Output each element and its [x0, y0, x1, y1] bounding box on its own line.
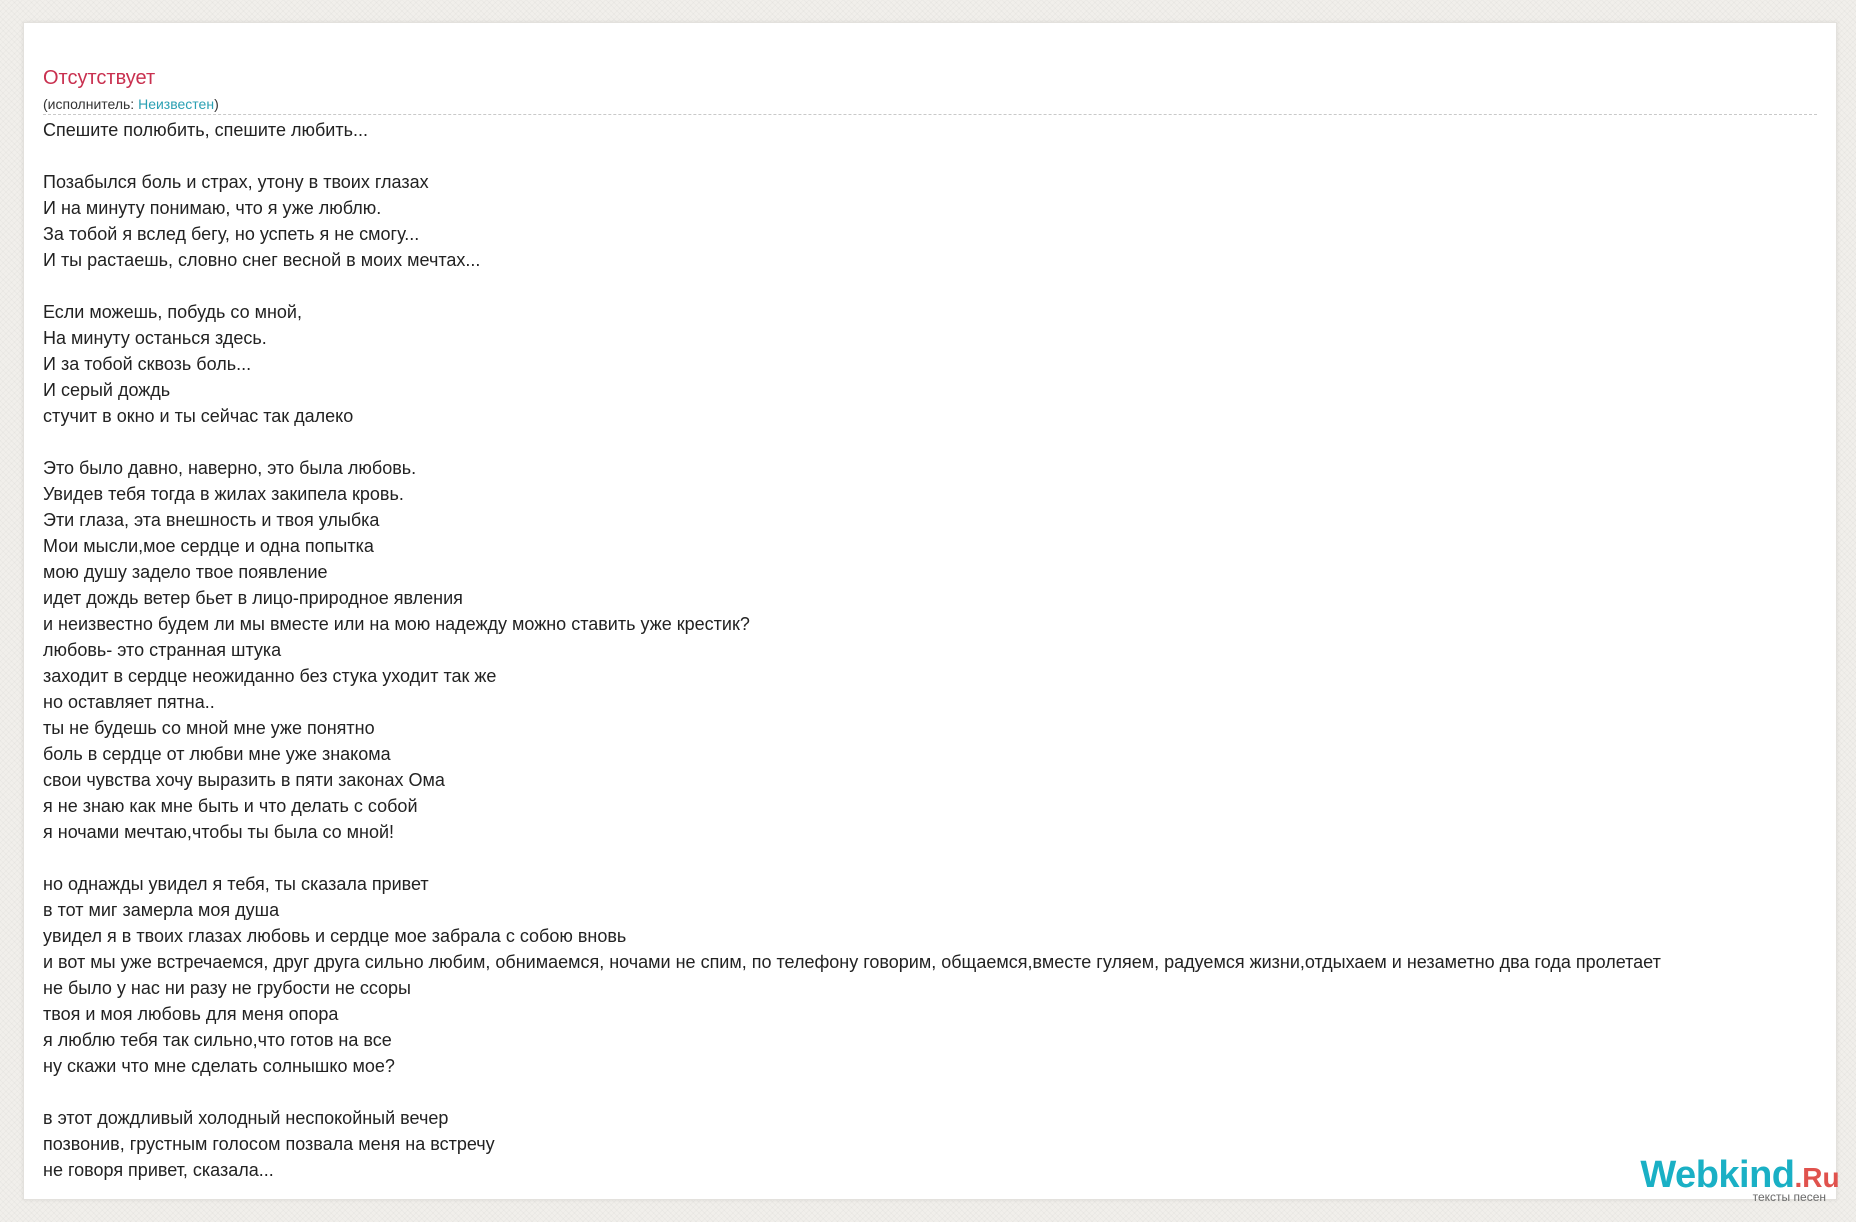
artist-link[interactable]: Неизвестен	[138, 96, 215, 112]
lyric-line: И на минуту понимаю, что я уже люблю.	[43, 198, 382, 218]
lyric-line: свои чувства хочу выразить в пяти законах Ома	[43, 770, 445, 790]
lyric-line: За тобой я вслед бегу, но успеть я не смогу...	[43, 224, 420, 244]
lyric-line: ты не будешь со мной мне уже понятно	[43, 718, 375, 738]
lyric-line: идет дождь ветер бьет в лицо-природное явления	[43, 588, 463, 608]
content-card	[23, 22, 1837, 1200]
lyric-line: не было у нас ни разу не грубости не ссоры	[43, 978, 411, 998]
lyric-line: боль в сердце от любви мне уже знакома	[43, 744, 391, 764]
lyric-line: но однажды увидел я тебя, ты сказала привет	[43, 874, 429, 894]
stanza-gap	[43, 429, 1836, 455]
lyric-line: стучит в окно и ты сейчас так далеко	[43, 406, 354, 426]
lyric-line: не говоря привет, сказала...	[43, 1160, 274, 1180]
lyric-line: я ночами мечтаю,чтобы ты была со мной!	[43, 822, 395, 842]
artist-suffix: )	[214, 96, 219, 112]
stanza-gap	[43, 1079, 1836, 1105]
lyric-line: позвонив, грустным голосом позвала меня на встречу	[43, 1134, 495, 1154]
lyric-line: Если можешь, побудь со мной,	[43, 302, 302, 322]
lyric-line: И за тобой сквозь боль...	[43, 354, 252, 374]
logo-subtitle: тексты песен	[1752, 1190, 1826, 1204]
lyric-line: но оставляет пятна..	[43, 692, 215, 712]
stanza-gap	[43, 143, 1836, 169]
logo-tld: .Ru	[1794, 1162, 1840, 1193]
lyric-line: в этот дождливый холодный неспокойный вечер	[43, 1108, 449, 1128]
lyric-line: На минуту останься здесь.	[43, 328, 267, 348]
site-logo[interactable]	[1640, 1154, 1840, 1204]
lyric-line: Мои мысли,мое сердце и одна попытка	[43, 536, 374, 556]
lyric-line: в тот миг замерла моя душа	[43, 900, 280, 920]
lyric-line: я не знаю как мне быть и что делать с собой	[43, 796, 418, 816]
lyric-line: увидел я в твоих глазах любовь и сердце мое забрала с собою вновь	[43, 926, 627, 946]
lyric-line: И серый дождь	[43, 380, 171, 400]
logo-word: Webkind	[1640, 1154, 1795, 1196]
lyrics-body	[43, 117, 1836, 1183]
song-header	[43, 44, 1817, 115]
lyric-line: И ты растаешь, словно снег весной в моих мечтах...	[43, 250, 481, 270]
song-title: Отсутствует	[43, 67, 156, 89]
lyric-line: Эти глаза, эта внешность и твоя улыбка	[43, 510, 380, 530]
lyric-line: Увидев тебя тогда в жилах закипела кровь.	[43, 484, 404, 504]
lyric-line: твоя и моя любовь для меня опора	[43, 1004, 339, 1024]
lyric-line: ну скажи что мне сделать солнышко мое?	[43, 1056, 395, 1076]
stanza-gap	[43, 273, 1836, 299]
lyric-line: мою душу задело твое появление	[43, 562, 328, 582]
artist-prefix: (исполнитель:	[43, 96, 139, 112]
lyric-line: любовь- это странная штука	[43, 640, 282, 660]
lyric-line: Это было давно, наверно, это была любовь.	[43, 458, 417, 478]
lyric-line: и вот мы уже встречаемся, друг друга сильно любим, обнимаемся, ночами не спим, по телефону говорим, общаемся,вместе гуляем, радуемся жизни,отдыхаем и незаметно два года пролетает	[43, 952, 1661, 972]
stanza-gap	[43, 845, 1836, 871]
lyric-line: Спешите полюбить, спешите любить...	[43, 120, 368, 140]
lyric-line: заходит в сердце неожиданно без стука уходит так же	[43, 666, 497, 686]
lyric-line: Позабылся боль и страх, утону в твоих глазах	[43, 172, 429, 192]
artist-line	[43, 95, 219, 113]
lyric-line: и неизвестно будем ли мы вместе или на мою надежду можно ставить уже крестик?	[43, 614, 750, 634]
lyric-line: я люблю тебя так сильно,что готов на все	[43, 1030, 392, 1050]
